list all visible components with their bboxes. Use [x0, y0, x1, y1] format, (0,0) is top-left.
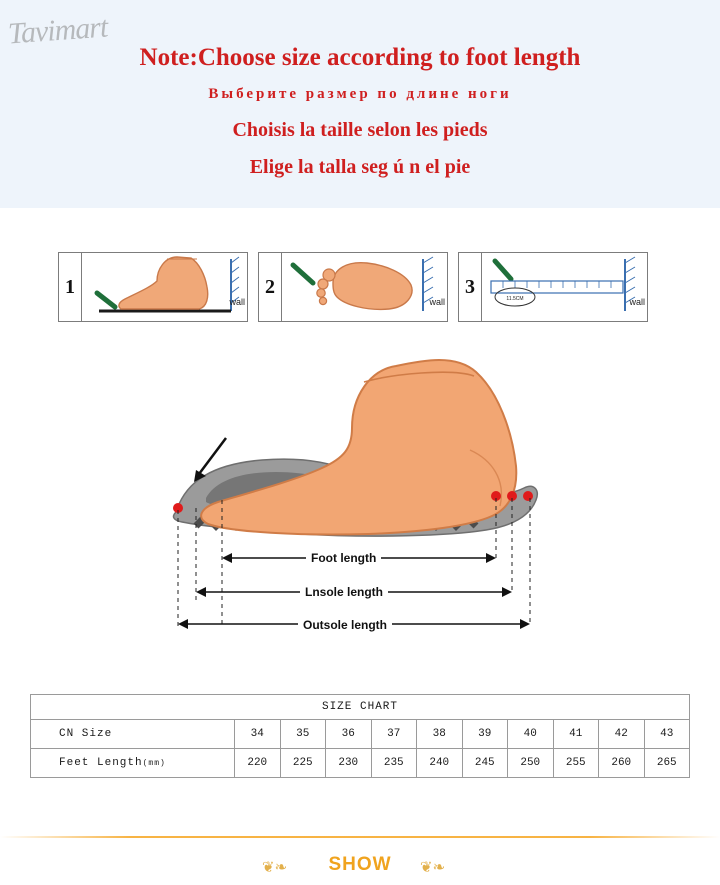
- cell-feet-length-5: 245: [462, 749, 508, 778]
- cell-feet-length-4: 240: [417, 749, 463, 778]
- step-2-number: 2: [259, 253, 282, 321]
- size-chart-table: [30, 694, 690, 778]
- cell-feet-length-8: 260: [599, 749, 645, 778]
- note-line-russian: Выберите размер по длине ноги: [208, 86, 512, 102]
- cell-cn-size-6: 40: [508, 720, 554, 749]
- svg-text:11.5CM: 11.5CM: [506, 296, 524, 302]
- cell-feet-length-2: 230: [326, 749, 372, 778]
- watermark-logo: Tavimart: [6, 10, 109, 51]
- step-2-wall-label: wall: [429, 297, 445, 307]
- foot-in-shoe-illustration: [0, 330, 720, 650]
- step-1-number: 1: [59, 253, 82, 321]
- cell-cn-size-3: 37: [371, 720, 417, 749]
- cell-cn-size-1: 35: [280, 720, 326, 749]
- cell-feet-length-7: 255: [553, 749, 599, 778]
- foot-shoe-diagram: [0, 330, 720, 650]
- cell-cn-size-4: 38: [417, 720, 463, 749]
- step-3-wall-label: wall: [629, 297, 645, 307]
- insole-length-label: Lnsole length: [300, 585, 388, 599]
- outsole-length-label: Outsole length: [298, 618, 392, 632]
- flourish-right-icon: ❦❧: [420, 858, 446, 876]
- flourish-left-icon: ❦❧: [262, 858, 288, 876]
- feet-length-unit: (mm): [142, 759, 166, 768]
- foot-side-view-icon: [81, 253, 249, 321]
- cell-feet-length-6: 250: [508, 749, 554, 778]
- cell-feet-length-0: 220: [235, 749, 281, 778]
- cell-cn-size-0: 34: [235, 720, 281, 749]
- note-line-french: Choisis la taille selon les pieds: [232, 119, 488, 141]
- cell-feet-length-3: 235: [371, 749, 417, 778]
- step-2: [258, 252, 448, 322]
- note-banner: [0, 0, 720, 208]
- divider-rule: [0, 836, 720, 838]
- measuring-steps: [58, 252, 666, 322]
- cell-cn-size-8: 42: [599, 720, 645, 749]
- step-1-wall-label: wall: [229, 297, 245, 307]
- row-label-feet-length: [31, 749, 235, 778]
- ruler-measure-icon: [481, 253, 649, 321]
- foot-top-view-icon: [281, 253, 449, 321]
- show-footer: [0, 826, 720, 876]
- row-label-cn-size: CN Size: [31, 720, 235, 749]
- table-row: [31, 749, 690, 778]
- show-label: SHOW: [328, 854, 392, 875]
- size-chart-title-row: [31, 695, 690, 720]
- cell-feet-length-1: 225: [280, 749, 326, 778]
- step-3: [458, 252, 648, 322]
- cell-cn-size-5: 39: [462, 720, 508, 749]
- step-3-number: 3: [459, 253, 482, 321]
- table-row: [31, 720, 690, 749]
- feet-length-text: Feet Length: [59, 757, 143, 769]
- size-chart-title: SIZE CHART: [31, 695, 690, 720]
- foot-length-label: Foot length: [306, 551, 381, 565]
- note-line-english: Note:Choose size according to foot length: [139, 44, 581, 71]
- cell-feet-length-9: 265: [644, 749, 690, 778]
- cell-cn-size-2: 36: [326, 720, 372, 749]
- cell-cn-size-7: 41: [553, 720, 599, 749]
- note-line-spanish: Elige la talla seg ú n el pie: [249, 156, 471, 178]
- cell-cn-size-9: 43: [644, 720, 690, 749]
- step-1: [58, 252, 248, 322]
